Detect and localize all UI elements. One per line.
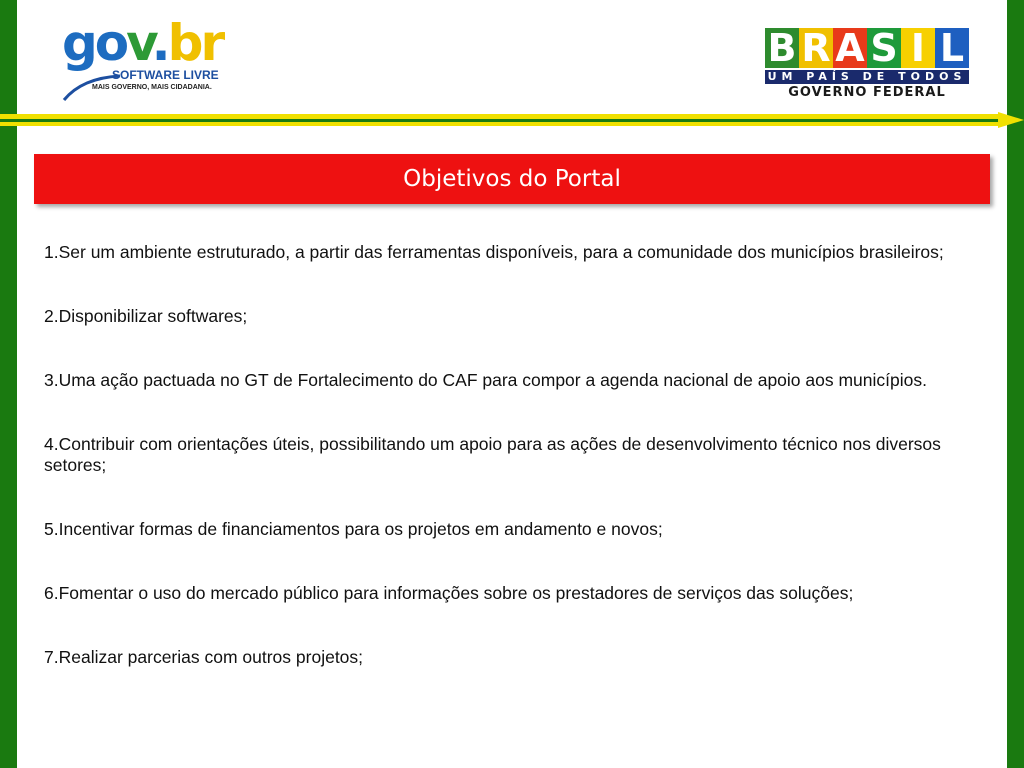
govbr-wordmark: gov.br: [62, 14, 223, 72]
header-divider-stripes: [0, 110, 1024, 134]
objectives-list: [44, 242, 984, 711]
list-item: 5.Incentivar formas de financiamentos para os projetos em andamento e novos;: [44, 519, 663, 539]
title-banner: [34, 154, 990, 204]
list-item: 2.Disponibilizar softwares;: [44, 306, 248, 326]
arrow-icon: [998, 112, 1024, 128]
govbr-subtitle: SOFTWARE LIVRE: [112, 68, 219, 82]
brasil-governo-federal-logo: [765, 28, 969, 102]
list-item: 3.Uma ação pactuada no GT de Fortalecimento do CAF para compor a agenda nacional de apoio aos municípios.: [44, 370, 927, 390]
brasil-letter: L: [935, 28, 969, 68]
list-item: 4.Contribuir com orientações úteis, possibilitando um apoio para as ações de desenvolvimento técnico nos diversos setores;: [44, 434, 941, 475]
brasil-tagline: UM PAÍS DE TODOS: [765, 70, 969, 84]
list-item: 7.Realizar parcerias com outros projetos;: [44, 647, 364, 667]
brasil-letter: B: [765, 28, 799, 68]
slide-header: [17, 0, 1007, 112]
brasil-letter: R: [799, 28, 833, 68]
govbr-software-livre-logo: [62, 14, 232, 98]
brasil-letter: I: [901, 28, 935, 68]
brasil-letters: [765, 28, 969, 68]
governo-federal-label: GOVERNO FEDERAL: [788, 85, 946, 100]
list-item: 1.Ser um ambiente estruturado, a partir das ferramentas disponíveis, para a comunidade dos municípios brasileiros;: [44, 242, 944, 262]
brasil-letter: A: [833, 28, 867, 68]
list-item: 6.Fomentar o uso do mercado público para informações sobre os prestadores de serviços das soluções;: [44, 583, 854, 603]
brasil-letter: S: [867, 28, 901, 68]
govbr-slogan: MAIS GOVERNO, MAIS CIDADANIA.: [92, 84, 212, 91]
page-title: Objetivos do Portal: [403, 166, 621, 192]
